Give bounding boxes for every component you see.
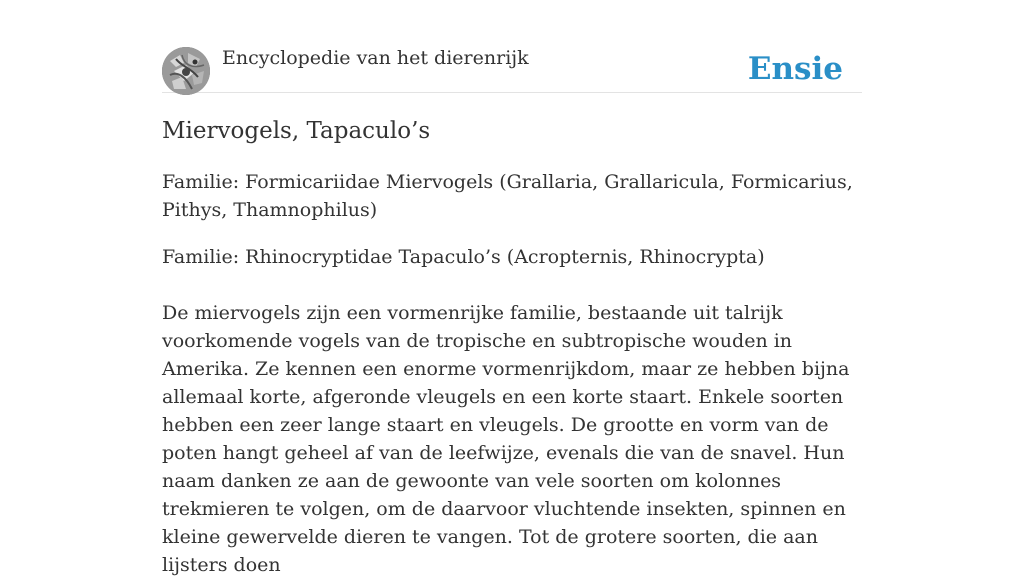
source-avatar[interactable] (162, 47, 210, 95)
family-line-formicariidae: Familie: Formicariidae Miervogels (Grallaria, Grallaricula, Formicarius, Pithys, Thamnophilus) (162, 171, 853, 221)
animal-illustration-icon (162, 47, 210, 95)
ensie-logo-link[interactable]: Ensie (747, 51, 843, 87)
entry-title: Miervogels, Tapaculo’s (162, 118, 431, 144)
page (162, 0, 862, 576)
source-title[interactable]: Encyclopedie van het dierenrijk (222, 47, 529, 69)
source-header (162, 46, 862, 93)
entry-body-text: De miervogels zijn een vormenrijke familie, bestaande uit talrijk voorkomende vogels van de tropische en subtropische wouden in Amerika. Ze kennen een enorme vormenrijkdom, maar ze hebben bijna allemaal korte, afgeronde vleugels en een korte staart. Enkele soorten hebben een zeer lange staart en vleugels. De grootte en vorm van de poten hangt geheel af van de leefwijze, evenals die van de snavel. Hun naam danken ze aan de gewoonte van vele soorten om kolonnes trekmieren te volgen, om de daarvoor vluchtende insekten, spinnen en kleine gewervelde dieren te vangen. Tot de grotere soorten, die aan lijsters doen (162, 302, 850, 576)
family-line-rhinocryptidae: Familie: Rhinocryptidae Tapaculo’s (Acropternis, Rhinocrypta) (162, 246, 765, 268)
